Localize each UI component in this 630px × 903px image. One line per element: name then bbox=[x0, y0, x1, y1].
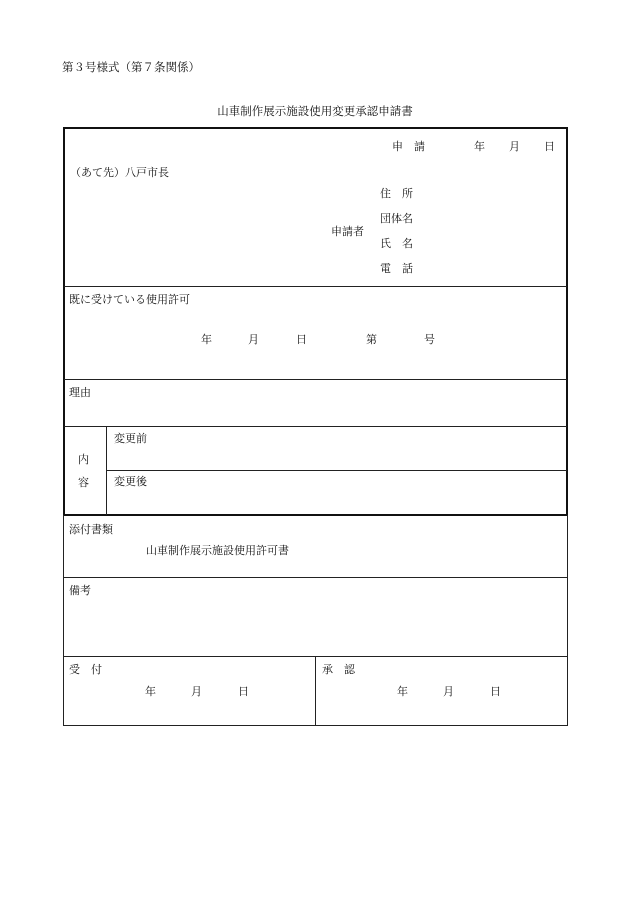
content-label-top: 内 bbox=[78, 453, 89, 466]
application-day: 日 bbox=[544, 140, 555, 153]
reception-month: 月 bbox=[191, 685, 202, 698]
permit-year: 年 bbox=[201, 333, 212, 346]
attachment-item: 山車制作展示施設使用許可書 bbox=[146, 544, 289, 557]
addressee: （あて先）八戸市長 bbox=[70, 166, 169, 179]
divider bbox=[107, 470, 567, 471]
application-year: 年 bbox=[474, 140, 485, 153]
permit-day: 日 bbox=[296, 333, 307, 346]
application-month: 月 bbox=[509, 140, 520, 153]
divider bbox=[64, 379, 567, 380]
divider bbox=[106, 427, 107, 515]
permit-number-suffix: 号 bbox=[424, 333, 435, 346]
content-label-bottom: 容 bbox=[78, 476, 89, 489]
approval-label: 承 認 bbox=[322, 663, 355, 676]
name-label: 氏 名 bbox=[380, 237, 413, 250]
reception-day: 日 bbox=[238, 685, 249, 698]
divider bbox=[64, 286, 567, 287]
divider bbox=[64, 426, 567, 427]
reason-label: 理由 bbox=[69, 386, 91, 399]
address-label: 住 所 bbox=[380, 187, 413, 200]
remarks-label: 備考 bbox=[69, 584, 91, 597]
approval-year: 年 bbox=[397, 685, 408, 698]
permit-label: 既に受けている使用許可 bbox=[69, 293, 190, 306]
after-change-label: 変更後 bbox=[114, 475, 147, 488]
phone-label: 電 話 bbox=[380, 262, 413, 275]
permit-number-prefix: 第 bbox=[366, 333, 377, 346]
permit-month: 月 bbox=[248, 333, 259, 346]
approval-month: 月 bbox=[443, 685, 454, 698]
attachments-label: 添付書類 bbox=[69, 523, 113, 536]
application-date-label: 申 請 bbox=[392, 140, 425, 153]
reception-label: 受 付 bbox=[69, 663, 102, 676]
applicant-label: 申請者 bbox=[331, 225, 364, 238]
form-number: 第３号様式（第７条関係） bbox=[62, 60, 200, 74]
before-change-label: 変更前 bbox=[114, 432, 147, 445]
application-box bbox=[63, 127, 568, 516]
approval-day: 日 bbox=[490, 685, 501, 698]
divider bbox=[64, 577, 567, 578]
divider bbox=[315, 657, 316, 725]
form-title: 山車制作展示施設使用変更承認申請書 bbox=[217, 104, 413, 118]
org-name-label: 団体名 bbox=[380, 212, 413, 225]
reception-year: 年 bbox=[145, 685, 156, 698]
